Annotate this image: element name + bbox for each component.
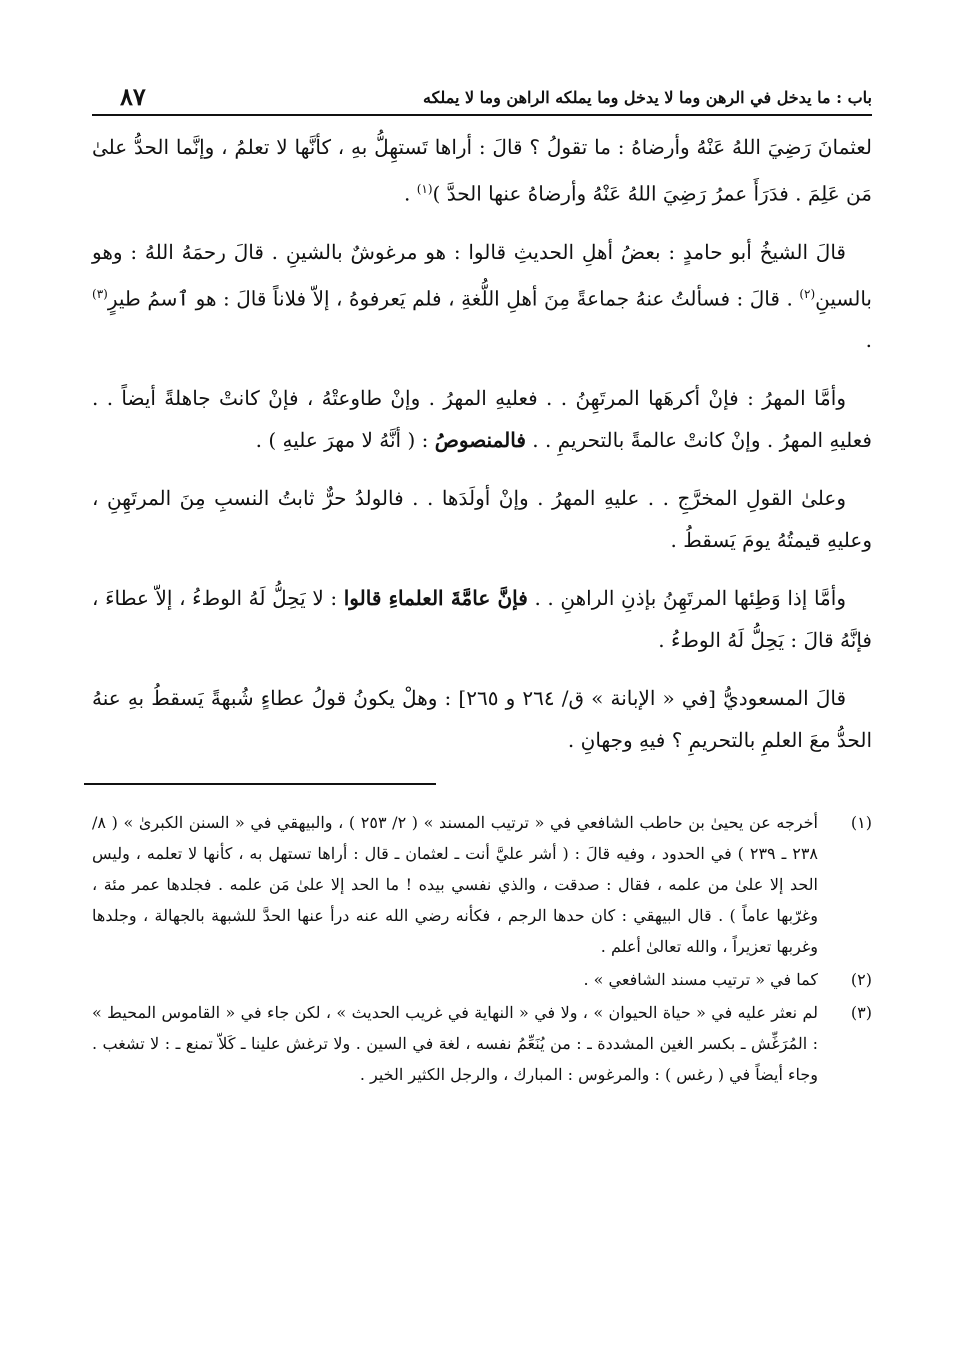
footnote-ref: (٢) xyxy=(799,286,816,301)
paragraph-text: : ( أنَّهُ لا مهرَ عليهِ ) . xyxy=(255,428,435,453)
paragraph-text: لعثمانَ رَضِيَ اللهُ عَنْهُ وأرضاهُ : ما تقولُ ؟ قالَ : أراها تَستهِلُّ بهِ ، كأنَّها لا تعلمُ ، وإنَّما الحدُّ علىٰ مَن عَلِمَ . فدَرَأَ عمرُ رَضِيَ اللهُ عَنْهُ وأرضاهُ عنها الحدَّ ) xyxy=(92,135,872,206)
paragraph xyxy=(92,577,872,661)
paragraph-text: قالَ الشيخُ أبو حامدٍ : بعضُ أهلِ الحديثِ قالوا : هو مرغوشٌ بالشينِ . قالَ رحمَهُ اللهُ : وهو بالسينِ xyxy=(92,239,872,311)
footnote xyxy=(92,964,872,995)
paragraph-text: وأمَّا المهرُ : فإنْ أكرهَها المرتَهِنُ . . فعليهِ المهرُ . وإنْ طاوعتْهُ ، فإنْ كانتْ جاهلةً أيضاً . . فعليهِ المهرُ . وإنْ كانتْ عالمةً بالتحريمِ . . xyxy=(92,386,872,453)
footnote-text: لم نعثر عليه في « حياة الحيوان » ، ولا في « النهاية في غريب الحديث » ، لكن جاء في « القاموس المحيط » : المُرَغِّش ـ بكسر الغين المشددة ـ : من يُنَعِّمُ نفسه ، لغة في السين . ولا ترغش علينا ـ كَلاّ تمنع ـ : لا تشغب . وجاء أيضاً في ( رغس ) : والمرغوس : المبارك ، والرجل الكثير الخير . xyxy=(92,1003,818,1085)
paragraph-text: . قالَ : فسألتُ عنهُ جماعةً مِنَ أهلِ اللُّغةِ ، فلم يَعرفوهُ ، إلاّ فلاناً قالَ : هو ٱسمُ طيرٍ xyxy=(107,286,800,311)
page-number: ٨٧ xyxy=(120,82,146,111)
footnotes xyxy=(92,807,872,1090)
paragraph xyxy=(92,231,872,362)
footnote-separator xyxy=(84,783,436,785)
paragraph-text: وأمَّا إذا وَطِئها المرتَهِنُ بإذنِ الراهنِ . . xyxy=(527,586,846,611)
footnote-number: (١) xyxy=(850,813,872,833)
footnote-ref: (١) xyxy=(416,182,433,196)
bold-term: فإنَّ عامَّةَ العلماءِ قالوا xyxy=(343,586,528,611)
paragraph-text: . xyxy=(865,328,872,353)
paragraph xyxy=(92,126,872,215)
paragraph xyxy=(92,377,872,461)
book-page xyxy=(92,80,872,1330)
paragraph xyxy=(92,677,872,761)
main-text xyxy=(92,126,872,761)
chapter-title: باب : ما يدخل في الرهن وما لا يدخل وما يملكه الراهن وما لا يملكه xyxy=(423,88,872,107)
paragraph xyxy=(92,477,872,561)
footnote-ref: (٣) xyxy=(92,286,108,301)
footnote xyxy=(92,807,872,962)
footnote-text: كما في « ترتيب مسند الشافعي » . xyxy=(583,970,818,990)
footnote-text: أخرجه عن يحيىٰ بن حاطب الشافعي في « ترتيب المسند » ( ٢/ ٢٥٣ ) ، والبيهقي في « السنن الكبرىٰ » ( ٨/ ٢٣٨ ـ ٢٣٩ ) في الحدود ، وفيه قالَ : ( أشر عليَّ أنت ـ لعثمان ـ قال : أراها تستهل به ، كأنها لا تعلمه ، وليس الحد إلا علىٰ من علمه ، فقال : صدقت ، والذي نفسي بيده ! ما الحد إلا علىٰ مَن علمه . فجلدها عمر مئة ، وغرّبها عاماً ) . قال البيهقي : كان حدها الرجم ، فكأنه رضي الله عنه درأ عنها الحدَّ للشبهة بالجهالة ، وجلدها وغربها تعزيراً ، والله تعالىٰ أعلم . xyxy=(92,813,819,957)
paragraph-text: : لا يَحِلُّ لَهُ الوطءُ ، إلاّ عطاءَ ، فإنَّهُ قالَ : يَحِلُّ لَهُ الوطءُ . xyxy=(92,586,872,653)
page-header xyxy=(92,80,872,116)
bold-term: فالمنصوصُ xyxy=(434,428,526,453)
footnote-number: (٢) xyxy=(850,970,872,990)
footnote-number: (٣) xyxy=(850,1003,872,1023)
paragraph-text: . xyxy=(403,181,417,206)
paragraph-text: قالَ المسعوديُّ [في « الإبانة » ق/ ٢٦٤ و ٢٦٥] : وهلْ يكونُ قولُ عطاءٍ شُبهةً يَسقطُ بهِ عنهُ الحدُّ معَ العلمِ بالتحريمِ ؟ فيهِ وجهانِ . xyxy=(92,686,872,753)
paragraph-text: وعلىٰ القولِ المخرَّجِ . . عليهِ المهرُ . وإنْ أولَدَها . . فالولدُ حرٌّ ثابتُ النسبِ مِنَ المرتَهِنِ ، وعليهِ قيمتُهُ يومَ يَسقطُ . xyxy=(92,486,872,553)
footnote xyxy=(92,997,872,1090)
